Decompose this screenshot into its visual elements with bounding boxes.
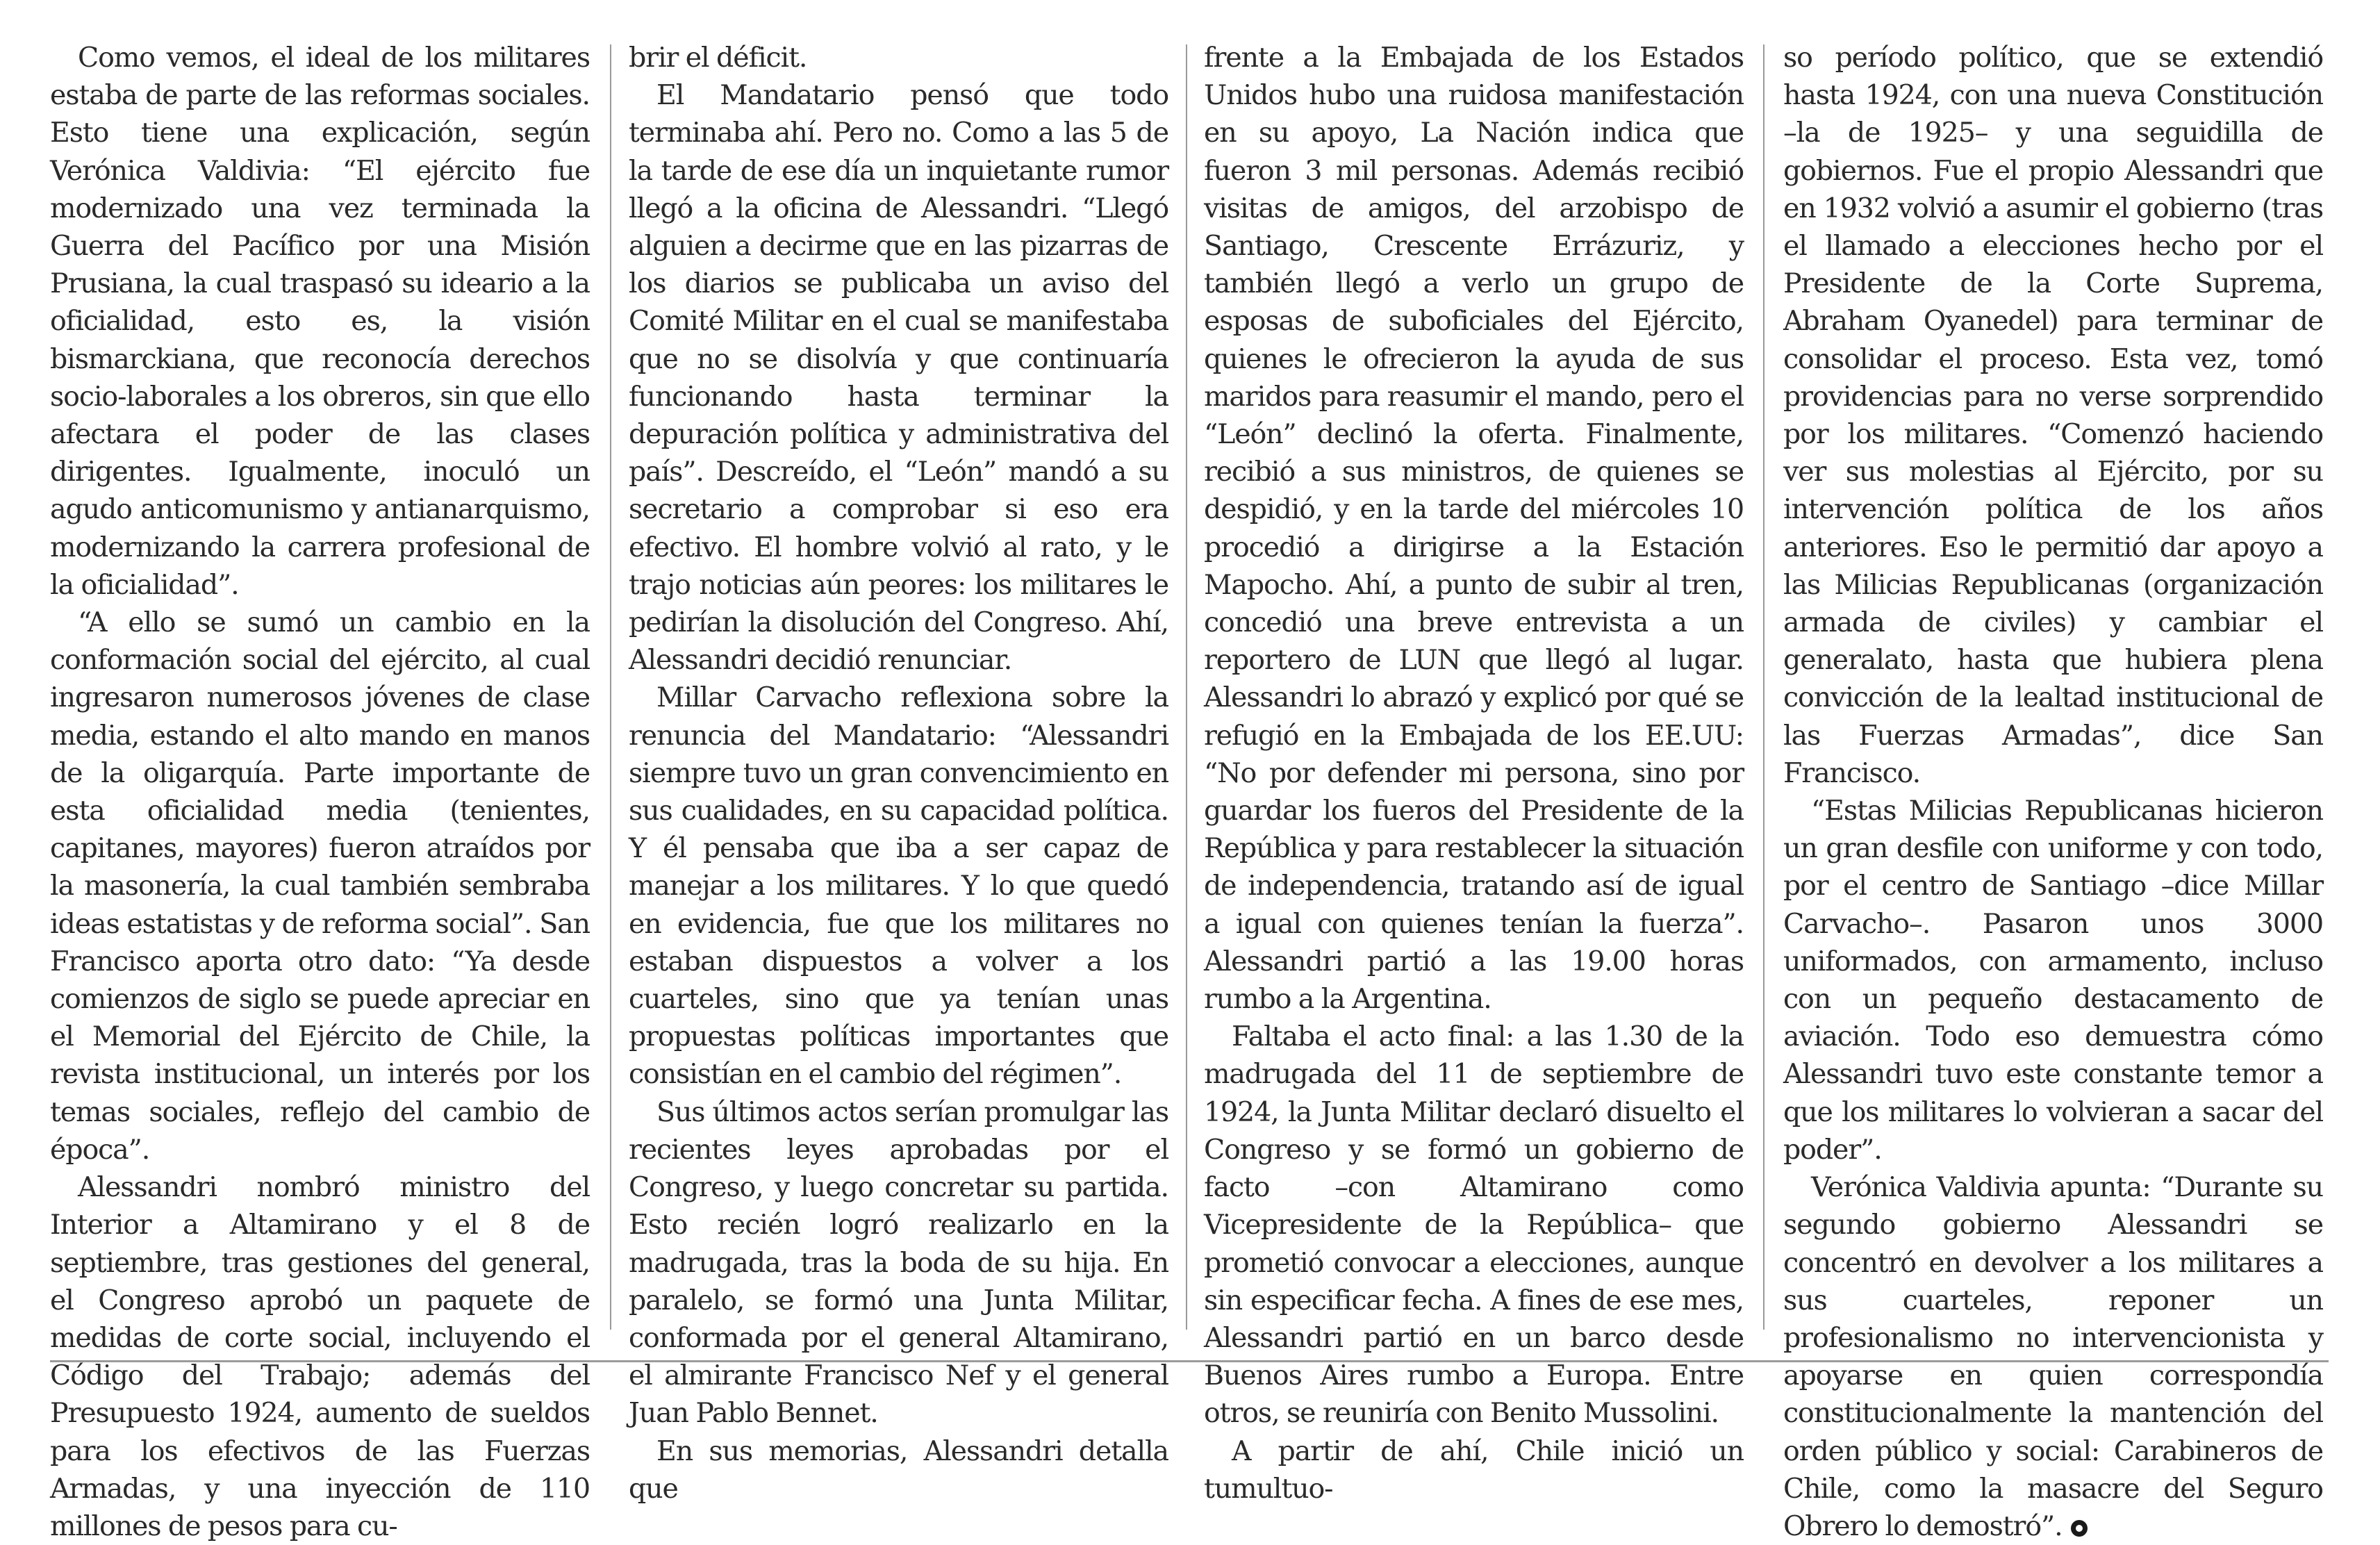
paragraph-text: Verónica Valdivia apunta: “Durante su segundo gobierno Alessandri se concentró en devolver a los militares a sus cuarteles, reponer un profesionalismo no intervencionista y apoyarse en quien correspondía constitucionalmente la mantención del orden público y social: Carabineros de Chile, como la masacre del Seguro Obrero lo demostró”.	[1783, 1171, 2323, 1542]
text-column-2	[629, 39, 1168, 1507]
paragraph: Faltaba el acto final: a las 1.30 de la madrugada del 11 de septiembre de 1924, la Junta Militar declaró disuelto el Congreso y se formó un gobierno de facto –con Altamirano como Vicepresidente de la República– que prometió convocar a elecciones, aunque sin especificar fecha. A fines de ese mes, Alessandri partió en un barco desde Buenos Aires rumbo a Europa. Entre otros, se reuniría con Benito Mussolini.	[1204, 1021, 1744, 1430]
paragraph: frente a la Embajada de los Estados Unidos hubo una ruidosa manifestación en su apoyo, La Nación indica que fueron 3 mil personas. Además recibió visitas de amigos, del arzobispo de Santiago, Crescente Errázuriz, y también llegó a verlo un grupo de esposas de suboficiales del Ejército, quienes le ofrecieron la ayuda de sus maridos para reasumir el mando, pero el “León” declinó la oferta. Finalmente, recibió a sus ministros, de quienes se despidió, y en la tarde del miércoles 10 procedió a dirigirse a la Estación Mapocho. Ahí, a punto de subir al tren, concedió una breve entrevista a un reportero de LUN que llegó al lugar. Alessandri lo abrazó y explicó por qué se refugió en la Embajada de los EE.UU: “No por defender mi persona, sino por guardar los fueros del Presidente de la República y para restablecer la situación de independencia, tratando así de igual a igual con quienes tenían la fuerza”. Alessandri partió a las 19.00 horas rumbo a la Argentina.	[1204, 42, 1744, 1016]
paragraph: Alessandri nombró ministro del Interior a Altamirano y el 8 de septiembre, tras gestiones del general, el Congreso aprobó un paquete de medidas de corte social, incluyendo el Código del Trabajo; además del Presupuesto 1924, aumento de sueldos para los efectivos de las Fuerzas Armadas, y una inyección de 110 millones de pesos para cu-	[50, 1171, 590, 1542]
paragraph: A partir de ahí, Chile inició un tumultuo-	[1204, 1435, 1744, 1505]
paragraph: “Estas Milicias Republicanas hicieron un gran desfile con uniforme y con todo, por el centro de Santiago –dice Millar Carvacho–. Pasaron unos 3000 uniformados, con armamento, incluso con un pequeño destacamento de aviación. Todo eso demuestra cómo Alessandri tuvo este constante temor a que los militares lo volvieran a sacar del poder”.	[1783, 795, 2323, 1166]
paragraph: “A ello se sumó un cambio en la conformación social del ejército, al cual ingresaron numerosos jóvenes de clase media, estando el alto mando en manos de la oligarquía. Parte importante de esta oficialidad media (tenientes, capitanes, mayores) fueron atraídos por la masonería, la cual también sembraba ideas estatistas y de reforma social”. San Francisco aporta otro dato: “Ya desde comienzos de siglo se puede apreciar en el Memorial del Ejército de Chile, la revista institucional, un interés por los temas sociales, reflejo del cambio de época”.	[50, 606, 590, 1166]
paragraph: brir el déficit.	[629, 42, 807, 74]
column-divider	[610, 44, 611, 1330]
paragraph: El Mandatario pensó que todo terminaba ahí. Pero no. Como a las 5 de la tarde de ese día un inquietante rumor llegó a la oficina de Alessandri. “Llegó alguien a decirme que en las pizarras de los diarios se publicaba un aviso del Comité Militar en el cual se manifestaba que no se disolvía y que continuaría funcionando hasta terminar la depuración política y administrativa del país”. Descreído, el “León” mandó a su secretario a comprobar si eso era efectivo. El hombre volvió al rato, y le trajo noticias aún peores: los militares le pedirían la disolución del Congreso. Ahí, Alessandri decidió renunciar.	[629, 79, 1168, 677]
column-divider	[1763, 44, 1765, 1330]
paragraph: Como vemos, el ideal de los militares estaba de parte de las reformas sociales. Esto tiene una explicación, según Verónica Valdivia: “El ejército fue modernizado una vez terminada la Guerra del Pacífico por una Misión Prusiana, la cual traspasó su ideario a la oficialidad, esto es, la visión bismarckiana, que reconocía derechos socio-laborales a los obreros, sin que ello afectara el poder de las clases dirigentes. Igualmente, inoculó un agudo anticomunismo y antianarquismo, modernizando la carrera profesional de la oficialidad”.	[50, 42, 590, 601]
paragraph: so período político, que se extendió hasta 1924, con una nueva Constitución –la de 1925– y una seguidilla de gobiernos. Fue el propio Alessandri que en 1932 volvió a asumir el gobierno (tras el llamado a elecciones hecho por el Presidente de la Corte Suprema, Abraham Oyanedel) para terminar de consolidar el proceso. Esta vez, tomó providencias para no verse sorprendido por los militares. “Comenzó haciendo ver sus molestias al Ejército, por su intervención política de los años anteriores. Eso le permitió dar apoyo a las Milicias Republicanas (organización armada de civiles) y cambiar el generalato, hasta que hubiera plena convicción de la lealtad institucional de las Fuerzas Armadas”, dice San Francisco.	[1783, 42, 2323, 789]
end-of-article-icon	[2071, 1520, 2088, 1537]
paragraph: Millar Carvacho reflexiona sobre la renuncia del Mandatario: “Alessandri siempre tuvo un gran convencimiento en sus cualidades, en su capacidad política. Y él pensaba que iba a ser capaz de manejar a los militares. Y lo que quedó en evidencia, fue que los militares no estaban dispuestos a volver a los cuarteles, sino que ya tenían unas propuestas políticas importantes que consistían en el cambio del régimen”.	[629, 681, 1168, 1091]
text-column-4	[1783, 39, 2323, 1545]
text-column-1	[50, 39, 590, 1545]
bottom-rule	[50, 1360, 2329, 1362]
column-divider	[1186, 44, 1187, 1330]
paragraph: En sus memorias, Alessandri detalla que	[629, 1435, 1168, 1505]
text-column-3	[1204, 39, 1744, 1507]
last-paragraph	[1783, 1168, 2323, 1545]
paragraph: Sus últimos actos serían promulgar las recientes leyes aprobadas por el Congreso, y luego concretar su partida. Esto recién logró realizarlo en la madrugada, tras la boda de su hija. En paralelo, se formó una Junta Militar, conformada por el general Altamirano, el almirante Francisco Nef y el general Juan Pablo Bennet.	[629, 1096, 1168, 1430]
